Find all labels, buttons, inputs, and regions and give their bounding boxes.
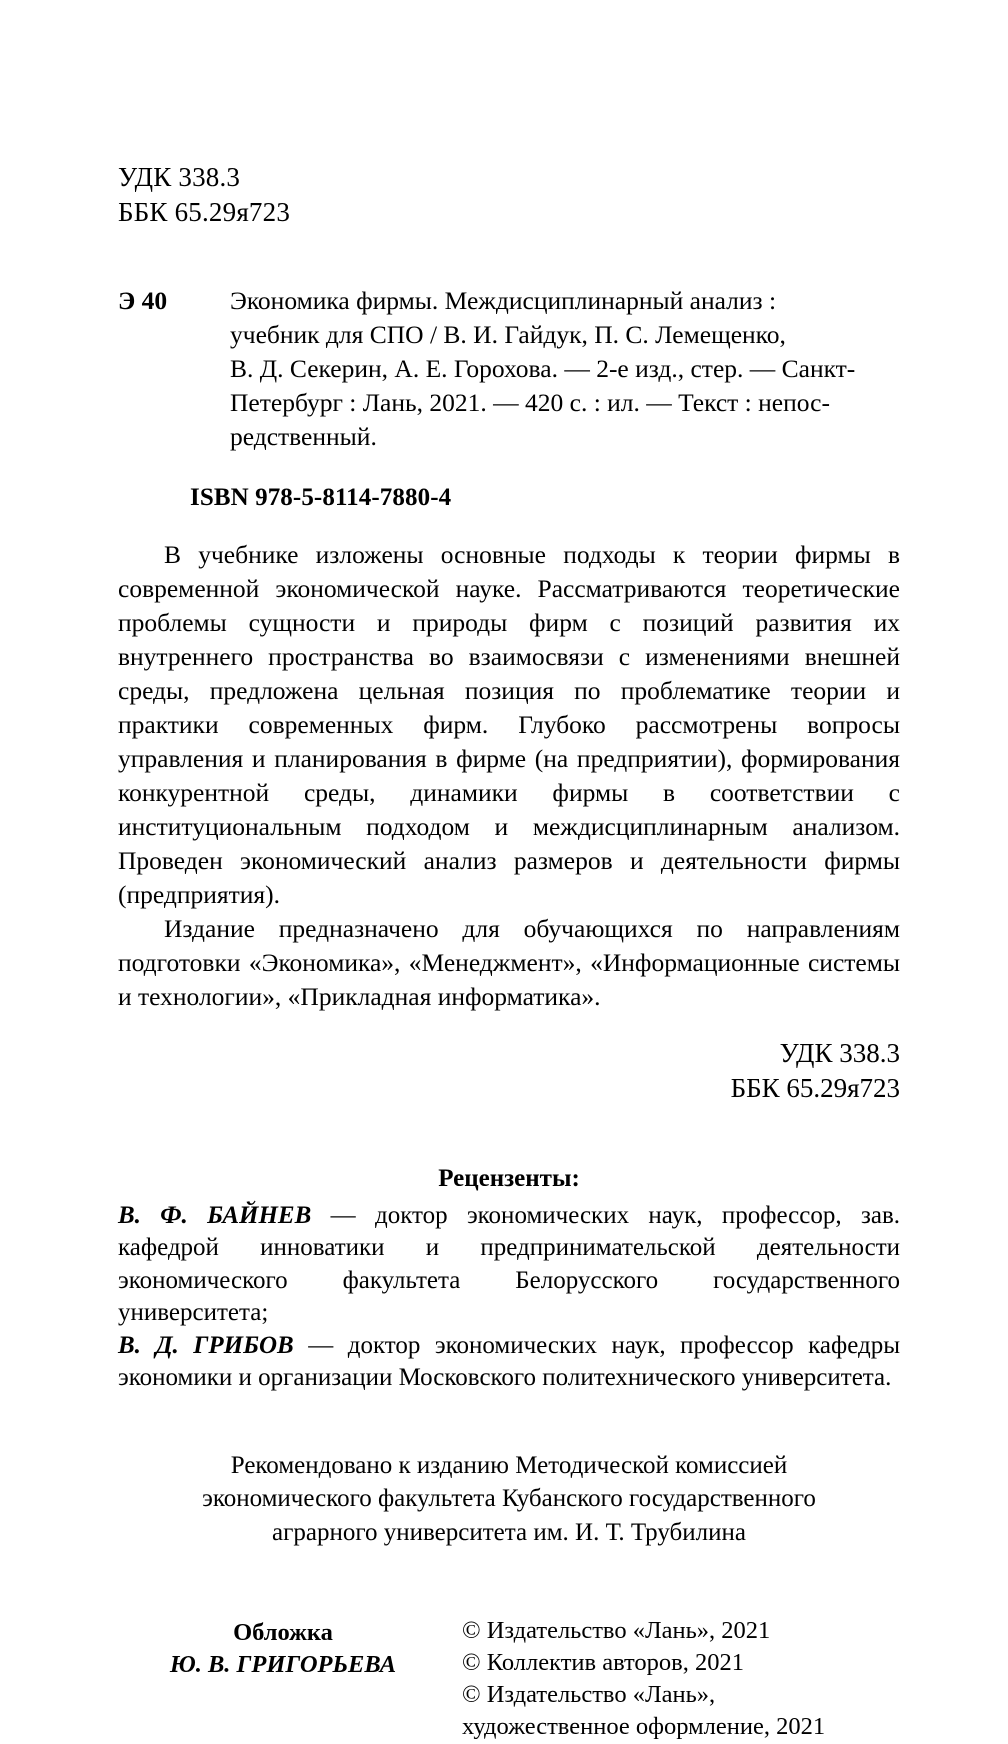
recommendation-line-3: аграрного университета им. И. Т. Трубилина (272, 1518, 746, 1546)
classification-codes-bottom (118, 1036, 900, 1105)
reviewer-name: В. Д. ГРИБОВ (118, 1331, 294, 1359)
classification-codes-top (118, 160, 900, 229)
biblio-line-5: редственный. (230, 421, 377, 451)
page-footer (118, 1615, 900, 1743)
reviewer-entry (118, 1330, 900, 1395)
annotation-paragraph-1: В учебнике изложены основные подходы к теории фирмы в современной экономической науке. Рассматриваются теоретические проблемы сущности и природы фирм с позиций развития их внутреннего пространства во взаимосвязи с изменениями внешней среды, предложена цельная позиция по проблематике теории и практики современных фирм. Глубоко рассмотрены вопросы управления и планирования в фирме (на предприятии), формирования конкурентной среды, динамики фирмы в соответствии с институциональным подходом и междисциплинарным анализом. Проведен экономический анализ размеров и деятельности фирмы (предприятия). (118, 539, 900, 909)
cover-credit (118, 1615, 448, 1681)
cover-label: Обложка (233, 1619, 333, 1647)
recommendation-block (118, 1449, 900, 1550)
annotation-block (118, 538, 900, 1014)
isbn-number: ISBN 978-5-8114-7880-4 (190, 483, 452, 511)
cover-designer-name: Ю. В. ГРИГОРЬЕВА (169, 1651, 397, 1678)
biblio-line-3: В. Д. Секерин, А. Е. Горохова. — 2-е изд., стер. — Санкт- (230, 353, 856, 383)
biblio-line-1: Экономика фирмы. Междисциплинарный анализ : (230, 286, 777, 316)
biblio-line-4: Петербург : Лань, 2021. — 420 с. : ил. — Текст : непос- (230, 387, 830, 417)
recommendation-line-1: Рекомендовано к изданию Методической комиссией (230, 1451, 788, 1479)
page-content (118, 160, 900, 1744)
reviewer-name: В. Ф. БАЙНЕВ (118, 1201, 312, 1229)
copyright-line: художественное оформление, 2021 (462, 1713, 826, 1741)
reviewer-description: — доктор экономических наук, профессор, зав. кафедрой инноватики и предпринимательской деятельности экономического факультета Белорусского государственного университета; (118, 1201, 900, 1327)
reviewers-block (118, 1163, 900, 1395)
annotation-paragraph-2: Издание предназначено для обучающихся по направлениям подготовки «Экономика», «Менеджмент», «Информационные системы и технологии», «Прикладная информатика». (118, 913, 900, 1012)
bbk-code-bottom: ББК 65.29я723 (730, 1072, 900, 1103)
copyright-block (448, 1615, 900, 1743)
reviewer-description: — доктор экономических наук, профессор кафедры экономики и организации Московского политехнического университета. (118, 1331, 900, 1392)
udk-code-bottom: УДК 338.3 (779, 1038, 900, 1069)
bbk-code-top: ББК 65.29я723 (118, 196, 291, 227)
reviewer-entry (118, 1200, 900, 1330)
copyright-line: © Издательство «Лань», 2021 (462, 1617, 771, 1645)
recommendation-line-2: экономического факультета Кубанского государственного (202, 1485, 816, 1513)
bibliographic-text (230, 284, 900, 454)
copyright-line: © Коллектив авторов, 2021 (462, 1649, 744, 1677)
copyright-line: © Издательство «Лань», (462, 1681, 716, 1709)
biblio-line-2: учебник для СПО / В. И. Гайдук, П. С. Лемещенко, (230, 320, 786, 349)
bibliographic-description (118, 284, 900, 454)
shelf-sigil: Э 40 (118, 286, 168, 316)
reviewers-title: Рецензенты: (438, 1165, 580, 1193)
udk-code-top: УДК 338.3 (118, 162, 241, 192)
